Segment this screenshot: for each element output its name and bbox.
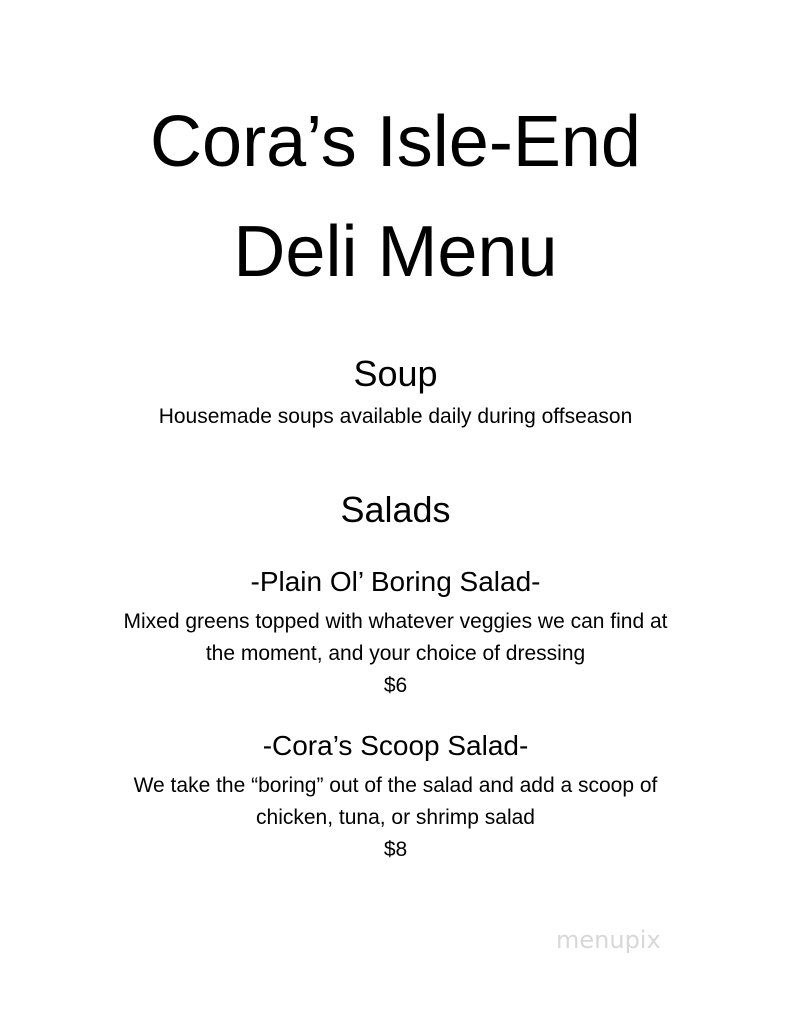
section-heading-salads: Salads <box>340 489 451 530</box>
menu-title-line-1: Cora’s Isle-End <box>150 102 641 182</box>
menu-item-price-plain-salad: $6 <box>383 674 408 697</box>
menu-title-line-2: Deli Menu <box>233 212 558 292</box>
menu-item-name-scoop-salad: -Cora’s Scoop Salad- <box>262 730 529 761</box>
soup-description: Housemade soups available daily during offseason <box>158 405 633 428</box>
menu-item-price-scoop-salad: $8 <box>383 838 408 861</box>
menu-item-description-plain-salad-line-2: the moment, and your choice of dressing <box>205 642 586 665</box>
menu-item-description-scoop-salad-line-2: chicken, tuna, or shrimp salad <box>256 806 535 829</box>
menu-item-description-plain-salad-line-1: Mixed greens topped with whatever veggies we can find at <box>123 610 668 633</box>
section-heading-soup: Soup <box>353 353 438 394</box>
watermark-logo: menupix <box>556 926 661 954</box>
menu-item-description-scoop-salad-line-1: We take the “boring” out of the salad and add a scoop of <box>133 774 658 797</box>
menu-item-name-plain-salad: -Plain Ol’ Boring Salad- <box>250 566 541 597</box>
